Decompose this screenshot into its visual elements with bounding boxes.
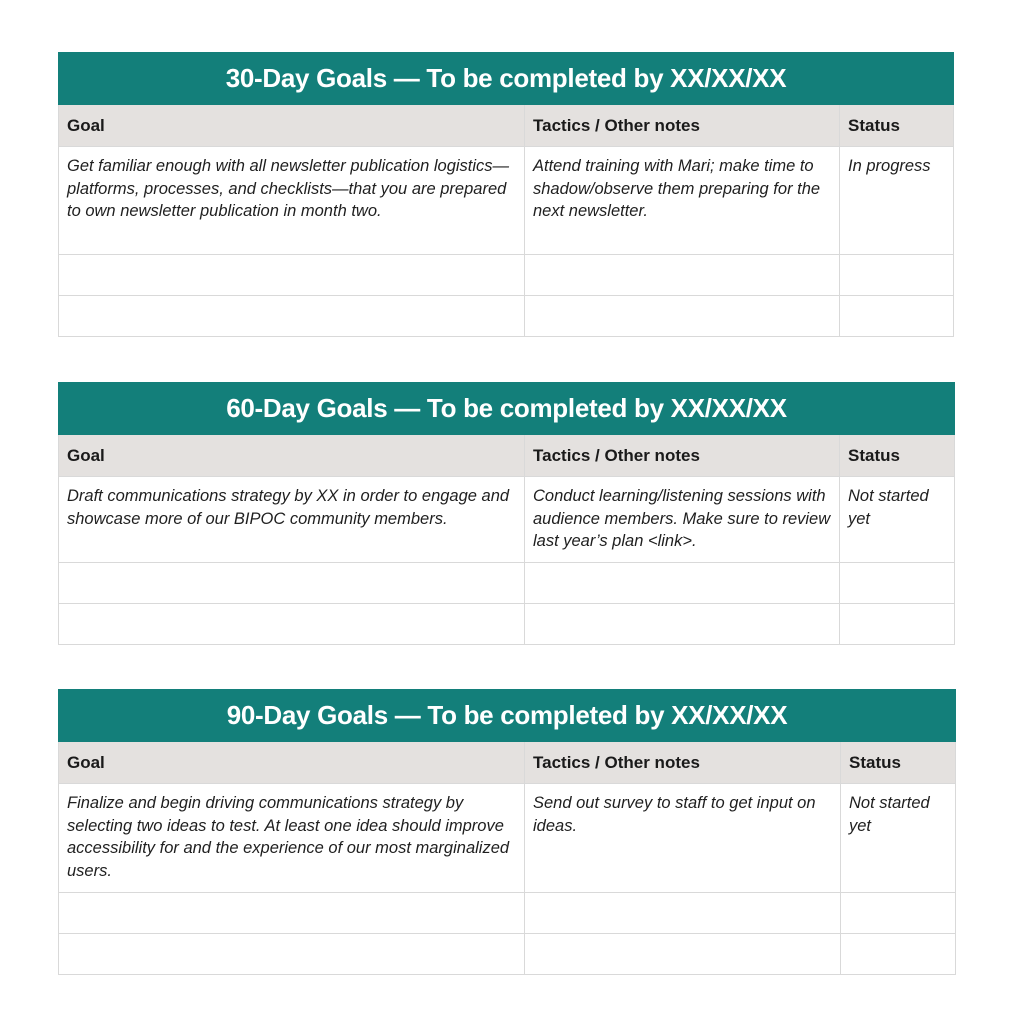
empty-cell (840, 604, 955, 645)
column-header-row (59, 435, 955, 477)
column-header-status: Status (841, 742, 956, 784)
column-header-goal: Goal (59, 742, 525, 784)
status-cell: In progress (840, 147, 954, 255)
tactics-cell: Attend training with Mari; make time to shadow/observe them preparing for the next newsletter. (525, 147, 840, 255)
goals-table-30-day (58, 52, 954, 337)
empty-cell (59, 255, 525, 296)
table-title: 90-Day Goals — To be completed by XX/XX/XX (59, 690, 956, 742)
empty-cell (525, 604, 840, 645)
empty-cell (59, 934, 525, 975)
tactics-cell: Send out survey to staff to get input on ideas. (525, 784, 841, 893)
status-cell: Not started yet (841, 784, 956, 893)
goal-cell: Get familiar enough with all newsletter publication logistics— platforms, processes, and checklists—that you are prepared to own newsletter publication in month two. (59, 147, 525, 255)
empty-cell (59, 604, 525, 645)
empty-cell (525, 296, 840, 337)
column-header-tactics: Tactics / Other notes (525, 742, 841, 784)
table-title: 30-Day Goals — To be completed by XX/XX/XX (59, 53, 954, 105)
empty-row (59, 604, 955, 645)
column-header-row (59, 742, 956, 784)
column-header-tactics: Tactics / Other notes (525, 435, 840, 477)
empty-row (59, 296, 954, 337)
column-header-tactics: Tactics / Other notes (525, 105, 840, 147)
goals-table-90-day (58, 689, 956, 975)
empty-row (59, 934, 956, 975)
empty-cell (841, 893, 956, 934)
table-row (59, 477, 955, 563)
empty-cell (525, 893, 841, 934)
table-row (59, 784, 956, 893)
column-header-status: Status (840, 435, 955, 477)
empty-cell (841, 934, 956, 975)
column-header-goal: Goal (59, 435, 525, 477)
empty-cell (525, 255, 840, 296)
empty-cell (840, 563, 955, 604)
table-title: 60-Day Goals — To be completed by XX/XX/XX (59, 383, 955, 435)
column-header-row (59, 105, 954, 147)
table-row (59, 147, 954, 255)
empty-cell (840, 296, 954, 337)
column-header-goal: Goal (59, 105, 525, 147)
empty-row (59, 255, 954, 296)
empty-row (59, 563, 955, 604)
empty-cell (59, 893, 525, 934)
empty-cell (59, 296, 525, 337)
empty-cell (525, 563, 840, 604)
goal-cell: Finalize and begin driving communications strategy by selecting two ideas to test. At least one idea should improve accessibility for and the experience of our most marginalized users. (59, 784, 525, 893)
empty-cell (840, 255, 954, 296)
empty-row (59, 893, 956, 934)
tactics-cell: Conduct learning/listening sessions with audience members. Make sure to review last year’s plan <link>. (525, 477, 840, 563)
goals-table-60-day (58, 382, 955, 645)
empty-cell (525, 934, 841, 975)
goal-cell: Draft communications strategy by XX in order to engage and showcase more of our BIPOC community members. (59, 477, 525, 563)
empty-cell (59, 563, 525, 604)
column-header-status: Status (840, 105, 954, 147)
status-cell: Not started yet (840, 477, 955, 563)
